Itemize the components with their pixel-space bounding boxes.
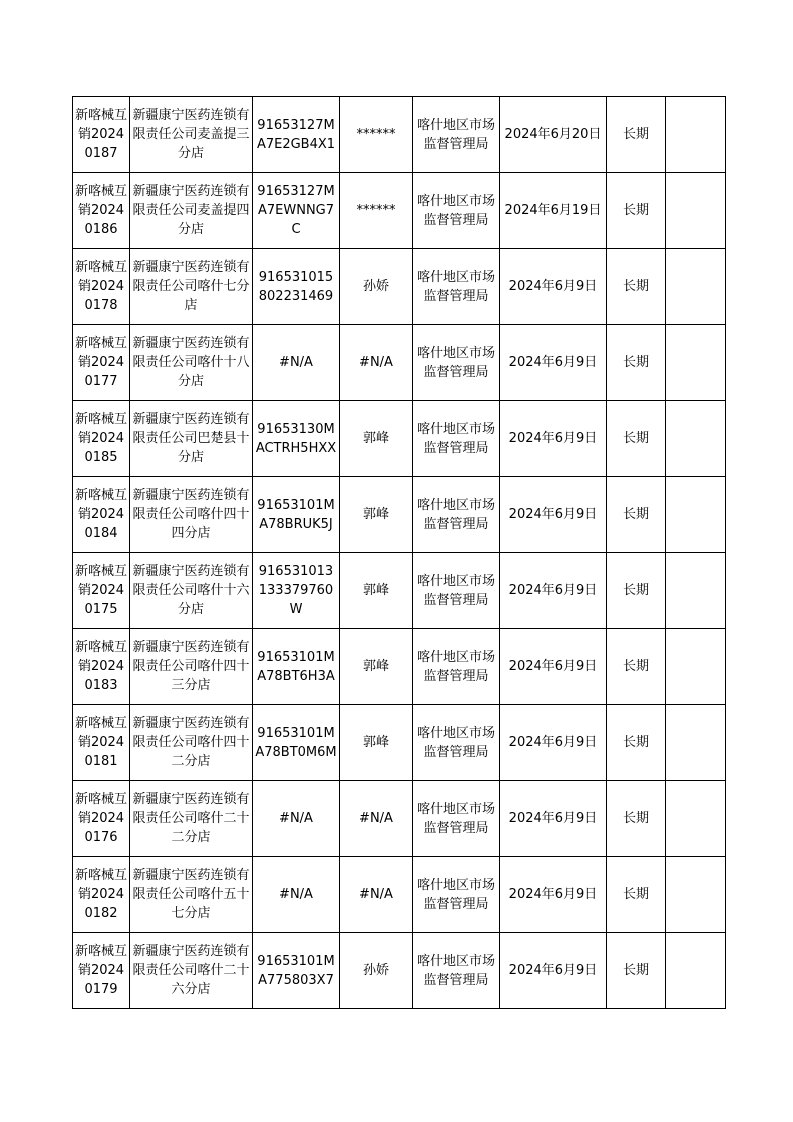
issuing-authority-cell: 喀什地区市场监督管理局 — [413, 325, 500, 401]
validity-cell: 长期 — [607, 97, 666, 173]
credit-code-cell: 91653127MA7EWNNG7C — [253, 173, 340, 249]
validity-cell: 长期 — [607, 401, 666, 477]
permit-number-cell: 新喀械互销20240178 — [73, 249, 130, 325]
company-name-cell: 新疆康宁医药连锁有限责任公司喀什十八分店 — [130, 325, 253, 401]
table-row — [73, 249, 726, 325]
issuing-authority-cell: 喀什地区市场监督管理局 — [413, 857, 500, 933]
empty-cell — [666, 781, 726, 857]
company-name-cell: 新疆康宁医药连锁有限责任公司喀什七分店 — [130, 249, 253, 325]
issue-date-cell: 2024年6月9日 — [500, 249, 607, 325]
validity-cell: 长期 — [607, 325, 666, 401]
company-name-cell: 新疆康宁医药连锁有限责任公司喀什十六分店 — [130, 553, 253, 629]
issue-date-cell: 2024年6月9日 — [500, 401, 607, 477]
legal-person-cell: 孙娇 — [340, 249, 413, 325]
issue-date-cell: 2024年6月9日 — [500, 705, 607, 781]
issue-date-cell: 2024年6月9日 — [500, 857, 607, 933]
issue-date-cell: 2024年6月9日 — [500, 477, 607, 553]
issuing-authority-cell: 喀什地区市场监督管理局 — [413, 249, 500, 325]
permit-number-cell: 新喀械互销20240184 — [73, 477, 130, 553]
empty-cell — [666, 401, 726, 477]
issuing-authority-cell: 喀什地区市场监督管理局 — [413, 173, 500, 249]
empty-cell — [666, 477, 726, 553]
table-row — [73, 933, 726, 1009]
legal-person-cell: 郭峰 — [340, 629, 413, 705]
validity-cell: 长期 — [607, 477, 666, 553]
validity-cell: 长期 — [607, 629, 666, 705]
legal-person-cell: #N/A — [340, 781, 413, 857]
issue-date-cell: 2024年6月9日 — [500, 325, 607, 401]
empty-cell — [666, 173, 726, 249]
legal-person-cell: #N/A — [340, 325, 413, 401]
issuing-authority-cell: 喀什地区市场监督管理局 — [413, 781, 500, 857]
table-row — [73, 781, 726, 857]
issuing-authority-cell: 喀什地区市场监督管理局 — [413, 97, 500, 173]
legal-person-cell: ****** — [340, 97, 413, 173]
permit-number-cell: 新喀械互销20240182 — [73, 857, 130, 933]
credit-code-cell: 91653130MACTRH5HXX — [253, 401, 340, 477]
validity-cell: 长期 — [607, 553, 666, 629]
credit-code-cell: 91653101MA78BT0M6M — [253, 705, 340, 781]
table-row — [73, 173, 726, 249]
empty-cell — [666, 325, 726, 401]
empty-cell — [666, 933, 726, 1009]
issuing-authority-cell: 喀什地区市场监督管理局 — [413, 705, 500, 781]
credit-code-cell: 91653101MA775803X7 — [253, 933, 340, 1009]
permit-number-cell: 新喀械互销20240185 — [73, 401, 130, 477]
validity-cell: 长期 — [607, 173, 666, 249]
company-name-cell: 新疆康宁医药连锁有限责任公司麦盖提三分店 — [130, 97, 253, 173]
credit-code-cell: #N/A — [253, 781, 340, 857]
company-name-cell: 新疆康宁医药连锁有限责任公司巴楚县十分店 — [130, 401, 253, 477]
company-name-cell: 新疆康宁医药连锁有限责任公司喀什二十六分店 — [130, 933, 253, 1009]
company-name-cell: 新疆康宁医药连锁有限责任公司麦盖提四分店 — [130, 173, 253, 249]
empty-cell — [666, 97, 726, 173]
table-row — [73, 477, 726, 553]
table-row — [73, 97, 726, 173]
permit-number-cell: 新喀械互销20240176 — [73, 781, 130, 857]
legal-person-cell: ****** — [340, 173, 413, 249]
issue-date-cell: 2024年6月9日 — [500, 629, 607, 705]
table-row — [73, 325, 726, 401]
table-row — [73, 553, 726, 629]
issue-date-cell: 2024年6月9日 — [500, 553, 607, 629]
company-name-cell: 新疆康宁医药连锁有限责任公司喀什四十四分店 — [130, 477, 253, 553]
validity-cell: 长期 — [607, 781, 666, 857]
credit-code-cell: #N/A — [253, 325, 340, 401]
legal-person-cell: 郭峰 — [340, 477, 413, 553]
legal-person-cell: #N/A — [340, 857, 413, 933]
credit-code-cell: 916531015802231469 — [253, 249, 340, 325]
legal-person-cell: 郭峰 — [340, 553, 413, 629]
table-row — [73, 705, 726, 781]
registration-table — [72, 96, 726, 1009]
permit-number-cell: 新喀械互销20240183 — [73, 629, 130, 705]
empty-cell — [666, 553, 726, 629]
issuing-authority-cell: 喀什地区市场监督管理局 — [413, 477, 500, 553]
issuing-authority-cell: 喀什地区市场监督管理局 — [413, 933, 500, 1009]
credit-code-cell: 91653127MA7E2GB4X1 — [253, 97, 340, 173]
validity-cell: 长期 — [607, 249, 666, 325]
permit-number-cell: 新喀械互销20240187 — [73, 97, 130, 173]
permit-number-cell: 新喀械互销20240177 — [73, 325, 130, 401]
empty-cell — [666, 629, 726, 705]
table-row — [73, 857, 726, 933]
issue-date-cell: 2024年6月9日 — [500, 781, 607, 857]
validity-cell: 长期 — [607, 933, 666, 1009]
registration-table-body — [73, 97, 726, 1009]
company-name-cell: 新疆康宁医药连锁有限责任公司喀什四十三分店 — [130, 629, 253, 705]
issuing-authority-cell: 喀什地区市场监督管理局 — [413, 401, 500, 477]
empty-cell — [666, 857, 726, 933]
table-row — [73, 629, 726, 705]
validity-cell: 长期 — [607, 857, 666, 933]
credit-code-cell: 91653101MA78BT6H3A — [253, 629, 340, 705]
credit-code-cell: 91653101MA78BRUK5J — [253, 477, 340, 553]
permit-number-cell: 新喀械互销20240181 — [73, 705, 130, 781]
issue-date-cell: 2024年6月9日 — [500, 933, 607, 1009]
permit-number-cell: 新喀械互销20240179 — [73, 933, 130, 1009]
validity-cell: 长期 — [607, 705, 666, 781]
issuing-authority-cell: 喀什地区市场监督管理局 — [413, 553, 500, 629]
empty-cell — [666, 249, 726, 325]
issuing-authority-cell: 喀什地区市场监督管理局 — [413, 629, 500, 705]
company-name-cell: 新疆康宁医药连锁有限责任公司喀什二十二分店 — [130, 781, 253, 857]
empty-cell — [666, 705, 726, 781]
permit-number-cell: 新喀械互销20240175 — [73, 553, 130, 629]
legal-person-cell: 孙娇 — [340, 933, 413, 1009]
company-name-cell: 新疆康宁医药连锁有限责任公司喀什五十七分店 — [130, 857, 253, 933]
issue-date-cell: 2024年6月19日 — [500, 173, 607, 249]
credit-code-cell: 916531013133379760W — [253, 553, 340, 629]
permit-number-cell: 新喀械互销20240186 — [73, 173, 130, 249]
table-row — [73, 401, 726, 477]
legal-person-cell: 郭峰 — [340, 401, 413, 477]
company-name-cell: 新疆康宁医药连锁有限责任公司喀什四十二分店 — [130, 705, 253, 781]
issue-date-cell: 2024年6月20日 — [500, 97, 607, 173]
legal-person-cell: 郭峰 — [340, 705, 413, 781]
credit-code-cell: #N/A — [253, 857, 340, 933]
